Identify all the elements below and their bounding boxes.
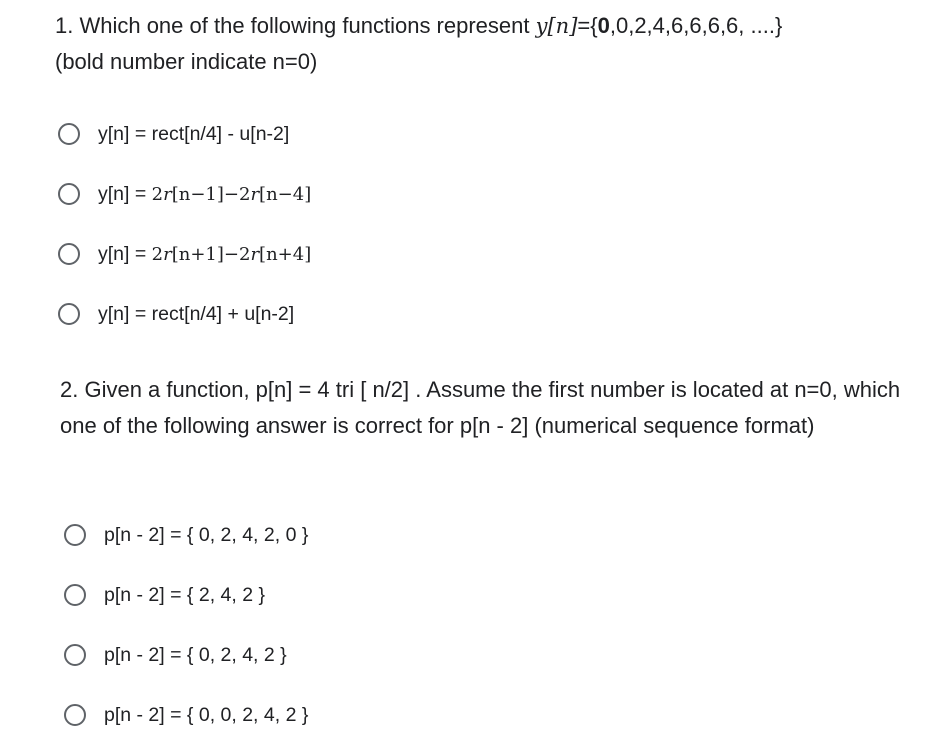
radio-button[interactable]	[58, 303, 80, 325]
q2-option-4-label: p[n - 2] = { 0, 0, 2, 4, 2 }	[104, 703, 309, 726]
q1-option-4[interactable]	[58, 297, 294, 331]
q1-option-2-label	[98, 183, 311, 206]
q2-option-1[interactable]	[64, 518, 308, 552]
q1-option-2[interactable]	[58, 177, 311, 211]
question-2-text: 2. Given a function, p[n] = 4 tri [ n/2] . Assume the first number is located at n=0, which one of the following answer is correct for p[n - 2] (numerical sequence format)	[60, 377, 901, 438]
q1-option-3-a-r: r	[163, 243, 172, 265]
q1-option-2-b-r: r	[250, 183, 260, 205]
question-1-prefix: 1. Which one of the following functions represent	[55, 13, 536, 38]
q1-option-3-b-arg: [n+4]	[259, 243, 312, 265]
q1-option-1-label: y[n] = rect[n/4] - u[n-2]	[98, 122, 290, 145]
q1-option-2-a-coef: 2	[151, 183, 164, 205]
question-1-math-y: y	[535, 14, 548, 38]
radio-button[interactable]	[64, 524, 86, 546]
q1-option-3-a-arg: [n+1]	[171, 243, 224, 265]
radio-button[interactable]	[64, 644, 86, 666]
q1-option-2-a-r: r	[163, 183, 172, 205]
question-1-seq-rest: ,0,2,4,6,6,6,6, ....}	[609, 13, 783, 38]
question-1-math-bracket: [n]	[547, 14, 578, 38]
radio-button[interactable]	[64, 584, 86, 606]
q1-option-3-pre: y[n] =	[98, 242, 152, 265]
q1-option-4-label: y[n] = rect[n/4] + u[n-2]	[98, 302, 295, 325]
q1-option-3-label	[98, 243, 311, 266]
radio-button[interactable]	[58, 243, 80, 265]
q2-option-3[interactable]	[64, 638, 287, 672]
q2-option-4[interactable]	[64, 698, 308, 732]
q2-option-3-label: p[n - 2] = { 0, 2, 4, 2 }	[104, 643, 287, 666]
radio-button[interactable]	[64, 704, 86, 726]
q1-option-2-a-arg: [n−1]	[171, 183, 224, 205]
q1-option-2-b-arg: [n−4]	[259, 183, 312, 205]
q1-option-3-b-r: r	[250, 243, 260, 265]
question-1-eq-open: ={	[577, 13, 598, 38]
question-1	[55, 8, 925, 80]
q1-option-3-a-coef: 2	[151, 243, 164, 265]
q1-option-2-pre: y[n] =	[98, 182, 152, 205]
q1-option-2-b-coef: 2	[238, 183, 251, 205]
q1-option-3[interactable]	[58, 237, 311, 271]
question-2	[60, 372, 920, 444]
question-1-bold-zero: 0	[597, 13, 610, 38]
question-1-note: (bold number indicate n=0)	[55, 49, 318, 74]
q1-option-3-minus: −	[223, 243, 239, 265]
q1-option-2-minus: −	[223, 183, 239, 205]
radio-button[interactable]	[58, 123, 80, 145]
question-1-text	[55, 8, 925, 44]
q1-option-3-b-coef: 2	[238, 243, 251, 265]
q1-option-1[interactable]	[58, 117, 289, 151]
q2-option-2-label: p[n - 2] = { 2, 4, 2 }	[104, 583, 265, 606]
q2-option-1-label: p[n - 2] = { 0, 2, 4, 2, 0 }	[104, 523, 309, 546]
q2-option-2[interactable]	[64, 578, 265, 612]
radio-button[interactable]	[58, 183, 80, 205]
